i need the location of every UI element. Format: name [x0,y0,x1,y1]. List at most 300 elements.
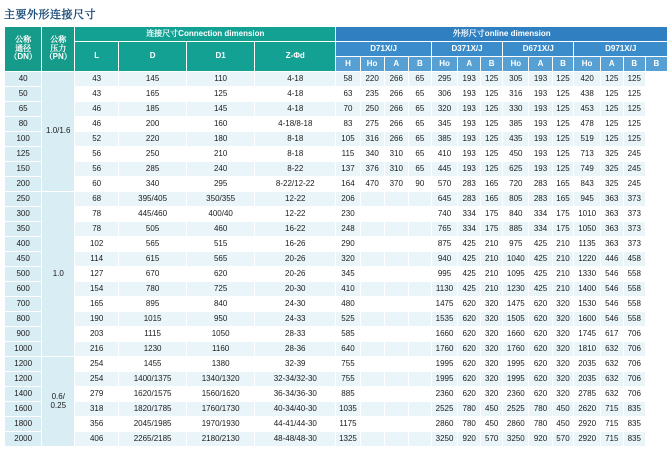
header-sub-A-2: A [458,57,481,72]
cell-Zd: 44-41/44-30 [255,417,336,432]
cell-dn: 2000 [5,432,42,447]
cell-d71-0: 248 [336,222,360,237]
cell-D: 200 [119,117,187,132]
cell-Zd: 16-26 [255,237,336,252]
cell-d671-0: 193 [529,147,552,162]
cell-D: 505 [119,222,187,237]
cell-D1: 145 [187,102,255,117]
cell-d71-0: 83 [336,117,360,132]
cell-d671-0: 620 [529,387,552,402]
cell-d671-1: 125 [552,72,574,87]
table-row [5,72,668,87]
cell-D: 145 [119,72,187,87]
cell-d671-3: 546 [600,267,623,282]
cell-d71-3 [408,417,431,432]
cell-L: 56 [75,162,119,177]
cell-d371-1: 193 [458,132,481,147]
cell-d71-0: 1175 [336,417,360,432]
cell-dn: 40 [5,72,42,87]
cell-d371-1: 193 [458,72,481,87]
cell-D: 165 [119,87,187,102]
cell-d71-0: 755 [336,357,360,372]
cell-dn: 65 [5,102,42,117]
header-dn [5,27,42,72]
cell-D: 1400/1375 [119,372,187,387]
cell-d371-0: 1995 [431,357,457,372]
cell-d71-1 [360,267,384,282]
cell-L: 78 [75,207,119,222]
cell-d371-2: 165 [481,192,503,207]
cell-d671-2: 2920 [574,432,600,447]
cell-L: 318 [75,402,119,417]
cell-d71-3 [408,192,431,207]
cell-D1: 125 [187,87,255,102]
table-row [5,132,668,147]
cell-d671-2: 1530 [574,297,600,312]
cell-d671-1: 320 [552,327,574,342]
cell-d371-0: 1995 [431,372,457,387]
cell-d671-3: 546 [600,282,623,297]
table-row [5,177,668,192]
cell-d671-2: 1400 [574,282,600,297]
cell-D: 2045/1985 [119,417,187,432]
header-sub-B-5: B [645,57,667,72]
cell-d71-3 [408,357,431,372]
cell-d71-0: 70 [336,102,360,117]
table-row [5,312,668,327]
cell-dn: 350 [5,222,42,237]
cell-pn: 1.0/1.6 [42,72,75,192]
cell-D: 1230 [119,342,187,357]
cell-dn: 1800 [5,417,42,432]
cell-d671-1: 165 [552,177,574,192]
cell-D1: 1760/1730 [187,402,255,417]
cell-d371-2: 320 [481,372,503,387]
cell-d71-0: 585 [336,327,360,342]
cell-d671-0: 620 [529,342,552,357]
cell-d371-2: 320 [481,312,503,327]
table-row [5,162,668,177]
cell-L: 356 [75,417,119,432]
cell-d671-0: 780 [529,402,552,417]
cell-d71-1 [360,222,384,237]
cell-dn: 450 [5,252,42,267]
cell-D1: 295 [187,177,255,192]
cell-D: 395/405 [119,192,187,207]
cell-d971-0: 558 [623,267,645,282]
cell-d371-3: 1995 [503,372,529,387]
cell-d371-2: 320 [481,387,503,402]
cell-d671-2: 1600 [574,312,600,327]
cell-d371-1: 620 [458,312,481,327]
header-pn-line3: （PN） [44,52,72,62]
cell-d371-0: 940 [431,252,457,267]
cell-d71-3 [408,282,431,297]
cell-d371-0: 765 [431,222,457,237]
cell-d71-0: 290 [336,237,360,252]
cell-d371-2: 210 [481,282,503,297]
cell-D: 1620/1575 [119,387,187,402]
cell-d71-1 [360,372,384,387]
cell-L: 43 [75,72,119,87]
cell-d71-3: 65 [408,162,431,177]
table-row [5,432,668,447]
cell-L: 43 [75,87,119,102]
cell-d371-2: 570 [481,432,503,447]
cell-d371-2: 165 [481,177,503,192]
cell-L: 203 [75,327,119,342]
cell-d971-0: 558 [623,297,645,312]
cell-d671-3: 125 [600,72,623,87]
cell-d671-2: 2785 [574,387,600,402]
cell-d671-0: 283 [529,177,552,192]
cell-d71-0: 230 [336,207,360,222]
cell-d371-2: 125 [481,87,503,102]
cell-d371-0: 1760 [431,342,457,357]
cell-Zd: 12-22 [255,207,336,222]
table-row [5,102,668,117]
cell-d71-3 [408,432,431,447]
cell-d671-1: 210 [552,252,574,267]
cell-d671-3: 546 [600,312,623,327]
header-sub-B-2: B [481,57,503,72]
cell-d671-3: 546 [600,297,623,312]
cell-d371-2: 125 [481,117,503,132]
cell-d371-1: 425 [458,282,481,297]
cell-D1: 950 [187,312,255,327]
cell-d371-0: 995 [431,267,457,282]
cell-d671-0: 193 [529,87,552,102]
cell-D1: 160 [187,117,255,132]
cell-d971-0: 373 [623,192,645,207]
cell-d71-2 [384,237,408,252]
cell-d671-0: 425 [529,282,552,297]
cell-d671-0: 425 [529,252,552,267]
cell-L: 216 [75,342,119,357]
table-row [5,237,668,252]
cell-d671-2: 1135 [574,237,600,252]
cell-d71-1 [360,327,384,342]
cell-L: 127 [75,267,119,282]
cell-Zd: 32-39 [255,357,336,372]
cell-D: 1455 [119,357,187,372]
cell-D: 670 [119,267,187,282]
table-row [5,207,668,222]
cell-d371-3: 2360 [503,387,529,402]
cell-d71-2 [384,267,408,282]
table-row [5,402,668,417]
cell-d71-0: 885 [336,387,360,402]
cell-d371-1: 425 [458,267,481,282]
cell-d371-1: 283 [458,177,481,192]
cell-d671-3: 325 [600,147,623,162]
header-sub-H-1: H [336,57,360,72]
cell-d671-1: 570 [552,432,574,447]
cell-d71-2: 310 [384,162,408,177]
cell-Zd: 20-30 [255,282,336,297]
cell-d371-0: 320 [431,102,457,117]
cell-d371-3: 330 [503,102,529,117]
cell-d371-0: 1475 [431,297,457,312]
cell-d371-2: 125 [481,147,503,162]
cell-d371-0: 1130 [431,282,457,297]
cell-d971-0: 835 [623,432,645,447]
cell-d371-1: 780 [458,417,481,432]
cell-Zd: 32-34/32-30 [255,372,336,387]
cell-Zd: 36-34/36-30 [255,387,336,402]
cell-d671-2: 1330 [574,267,600,282]
cell-D1: 1970/1930 [187,417,255,432]
cell-d71-3: 65 [408,87,431,102]
cell-d371-2: 125 [481,132,503,147]
cell-d371-1: 334 [458,222,481,237]
page-title: 主要外形连接尺寸 [4,9,96,21]
cell-d671-2: 2620 [574,402,600,417]
table-row [5,252,668,267]
cell-d71-2: 266 [384,87,408,102]
header-group-connection: 连接尺寸Connection dimension [75,27,336,42]
cell-d71-1 [360,417,384,432]
cell-d371-1: 283 [458,192,481,207]
cell-d371-3: 2860 [503,417,529,432]
cell-d71-1 [360,252,384,267]
cell-D: 615 [119,252,187,267]
cell-d71-0: 480 [336,297,360,312]
header-sub-Ho-1: Ho [360,57,384,72]
cell-d71-3 [408,342,431,357]
cell-L: 56 [75,147,119,162]
header-pn [42,27,75,72]
cell-d71-0: 206 [336,192,360,207]
cell-D1: 460 [187,222,255,237]
cell-d371-0: 645 [431,192,457,207]
cell-d671-1: 210 [552,282,574,297]
header-dn-line2: 通径 [15,43,32,53]
cell-d671-2: 438 [574,87,600,102]
cell-d71-2: 370 [384,177,408,192]
cell-D: 1820/1785 [119,402,187,417]
cell-d71-1: 220 [360,72,384,87]
cell-d71-1: 275 [360,117,384,132]
cell-d671-3: 715 [600,402,623,417]
cell-d671-0: 193 [529,132,552,147]
cell-D1: 2180/2130 [187,432,255,447]
cell-d671-1: 450 [552,402,574,417]
cell-d671-1: 320 [552,372,574,387]
cell-Zd: 20-26 [255,267,336,282]
cell-d71-3 [408,237,431,252]
cell-d71-2 [384,222,408,237]
cell-d671-1: 175 [552,222,574,237]
cell-d671-2: 519 [574,132,600,147]
cell-d671-3: 363 [600,222,623,237]
cell-d371-1: 620 [458,342,481,357]
cell-d71-1 [360,357,384,372]
cell-d671-2: 1010 [574,207,600,222]
cell-dn: 700 [5,297,42,312]
cell-D1: 210 [187,147,255,162]
cell-Zd: 8-18 [255,132,336,147]
cell-L: 114 [75,252,119,267]
cell-D1: 180 [187,132,255,147]
cell-dn: 800 [5,312,42,327]
cell-dn: 1600 [5,402,42,417]
cell-d71-0: 58 [336,72,360,87]
cell-d71-2 [384,432,408,447]
cell-d371-2: 175 [481,207,503,222]
cell-d971-0: 835 [623,417,645,432]
cell-D: 445/460 [119,207,187,222]
header-pn-line1: 公称 [50,35,67,45]
cell-D: 2265/2185 [119,432,187,447]
cell-d371-1: 620 [458,387,481,402]
cell-L: 254 [75,357,119,372]
cell-d671-3: 125 [600,132,623,147]
cell-d671-3: 325 [600,177,623,192]
cell-d671-0: 334 [529,207,552,222]
header-sub-Ho-3: Ho [503,57,529,72]
cell-D: 1115 [119,327,187,342]
cell-L: 52 [75,132,119,147]
cell-d371-0: 410 [431,147,457,162]
cell-d71-2 [384,252,408,267]
cell-d971-0: 245 [623,147,645,162]
table-header [5,27,668,72]
cell-d71-2: 310 [384,147,408,162]
table-row [5,327,668,342]
cell-d371-0: 445 [431,162,457,177]
cell-d671-2: 945 [574,192,600,207]
header-col-L: L [75,42,119,72]
cell-d371-3: 840 [503,207,529,222]
cell-d71-1: 250 [360,102,384,117]
cell-D1: 840 [187,297,255,312]
cell-d71-3 [408,312,431,327]
cell-d971-0: 373 [623,207,645,222]
cell-d671-1: 125 [552,117,574,132]
cell-d71-2 [384,192,408,207]
table-row [5,192,668,207]
cell-d671-1: 125 [552,87,574,102]
table-row [5,222,668,237]
cell-d971-0: 373 [623,237,645,252]
cell-d671-0: 425 [529,237,552,252]
cell-Zd: 4-18 [255,102,336,117]
cell-d371-1: 620 [458,327,481,342]
cell-Zd: 8-22 [255,162,336,177]
cell-Zd: 4-18/8-18 [255,117,336,132]
cell-L: 190 [75,312,119,327]
cell-D1: 350/355 [187,192,255,207]
cell-d671-0: 780 [529,417,552,432]
cell-d671-0: 193 [529,72,552,87]
cell-d371-3: 885 [503,222,529,237]
cell-d371-2: 210 [481,267,503,282]
cell-d71-0: 345 [336,267,360,282]
cell-L: 154 [75,282,119,297]
header-model-d71: D71X/J [336,42,431,57]
cell-d671-1: 320 [552,387,574,402]
table-body [5,72,668,447]
cell-Zd: 12-22 [255,192,336,207]
cell-D: 895 [119,297,187,312]
cell-d971-0: 706 [623,372,645,387]
cell-L: 60 [75,177,119,192]
cell-L: 68 [75,192,119,207]
cell-d71-1 [360,387,384,402]
header-model-d971: D971X/J [574,42,668,57]
cell-D1: 1050 [187,327,255,342]
cell-D1: 400/40 [187,207,255,222]
cell-D1: 1160 [187,342,255,357]
cell-dn: 50 [5,87,42,102]
header-dn-line3: （DN） [9,52,37,62]
cell-D: 565 [119,237,187,252]
cell-d671-1: 210 [552,267,574,282]
cell-d371-3: 720 [503,177,529,192]
cell-d371-1: 425 [458,252,481,267]
cell-d371-3: 625 [503,162,529,177]
cell-d671-1: 175 [552,207,574,222]
cell-d671-3: 632 [600,357,623,372]
cell-dn: 500 [5,267,42,282]
cell-d371-3: 385 [503,117,529,132]
cell-d71-0: 525 [336,312,360,327]
cell-Zd: 24-30 [255,297,336,312]
cell-d71-3 [408,267,431,282]
cell-d371-2: 450 [481,402,503,417]
cell-d71-2 [384,207,408,222]
cell-d671-0: 620 [529,357,552,372]
cell-d71-2 [384,342,408,357]
cell-D1: 240 [187,162,255,177]
header-sub-A-1: A [384,57,408,72]
header-sub-B-3: B [552,57,574,72]
cell-d671-0: 283 [529,192,552,207]
cell-d71-1 [360,342,384,357]
cell-d371-3: 2525 [503,402,529,417]
cell-d71-2 [384,402,408,417]
cell-Zd: 28-33 [255,327,336,342]
cell-d671-3: 632 [600,372,623,387]
cell-d671-1: 125 [552,132,574,147]
cell-D: 250 [119,147,187,162]
cell-d371-2: 320 [481,357,503,372]
cell-d371-2: 320 [481,342,503,357]
cell-d671-0: 334 [529,222,552,237]
cell-Zd: 20-26 [255,252,336,267]
cell-Zd: 40-34/40-30 [255,402,336,417]
cell-d371-0: 345 [431,117,457,132]
cell-d671-2: 843 [574,177,600,192]
cell-d71-3: 65 [408,102,431,117]
cell-d971-0: 245 [623,162,645,177]
cell-dn: 1400 [5,387,42,402]
cell-d671-3: 125 [600,87,623,102]
header-col-D1: D1 [187,42,255,72]
cell-d371-0: 295 [431,72,457,87]
cell-d671-1: 210 [552,237,574,252]
cell-d71-3 [408,222,431,237]
cell-d71-1: 316 [360,132,384,147]
cell-dn: 80 [5,117,42,132]
cell-d371-2: 125 [481,162,503,177]
cell-d71-2 [384,357,408,372]
cell-d671-0: 425 [529,267,552,282]
cell-d671-0: 193 [529,162,552,177]
cell-D1: 515 [187,237,255,252]
cell-pn: 1.0 [42,192,75,357]
